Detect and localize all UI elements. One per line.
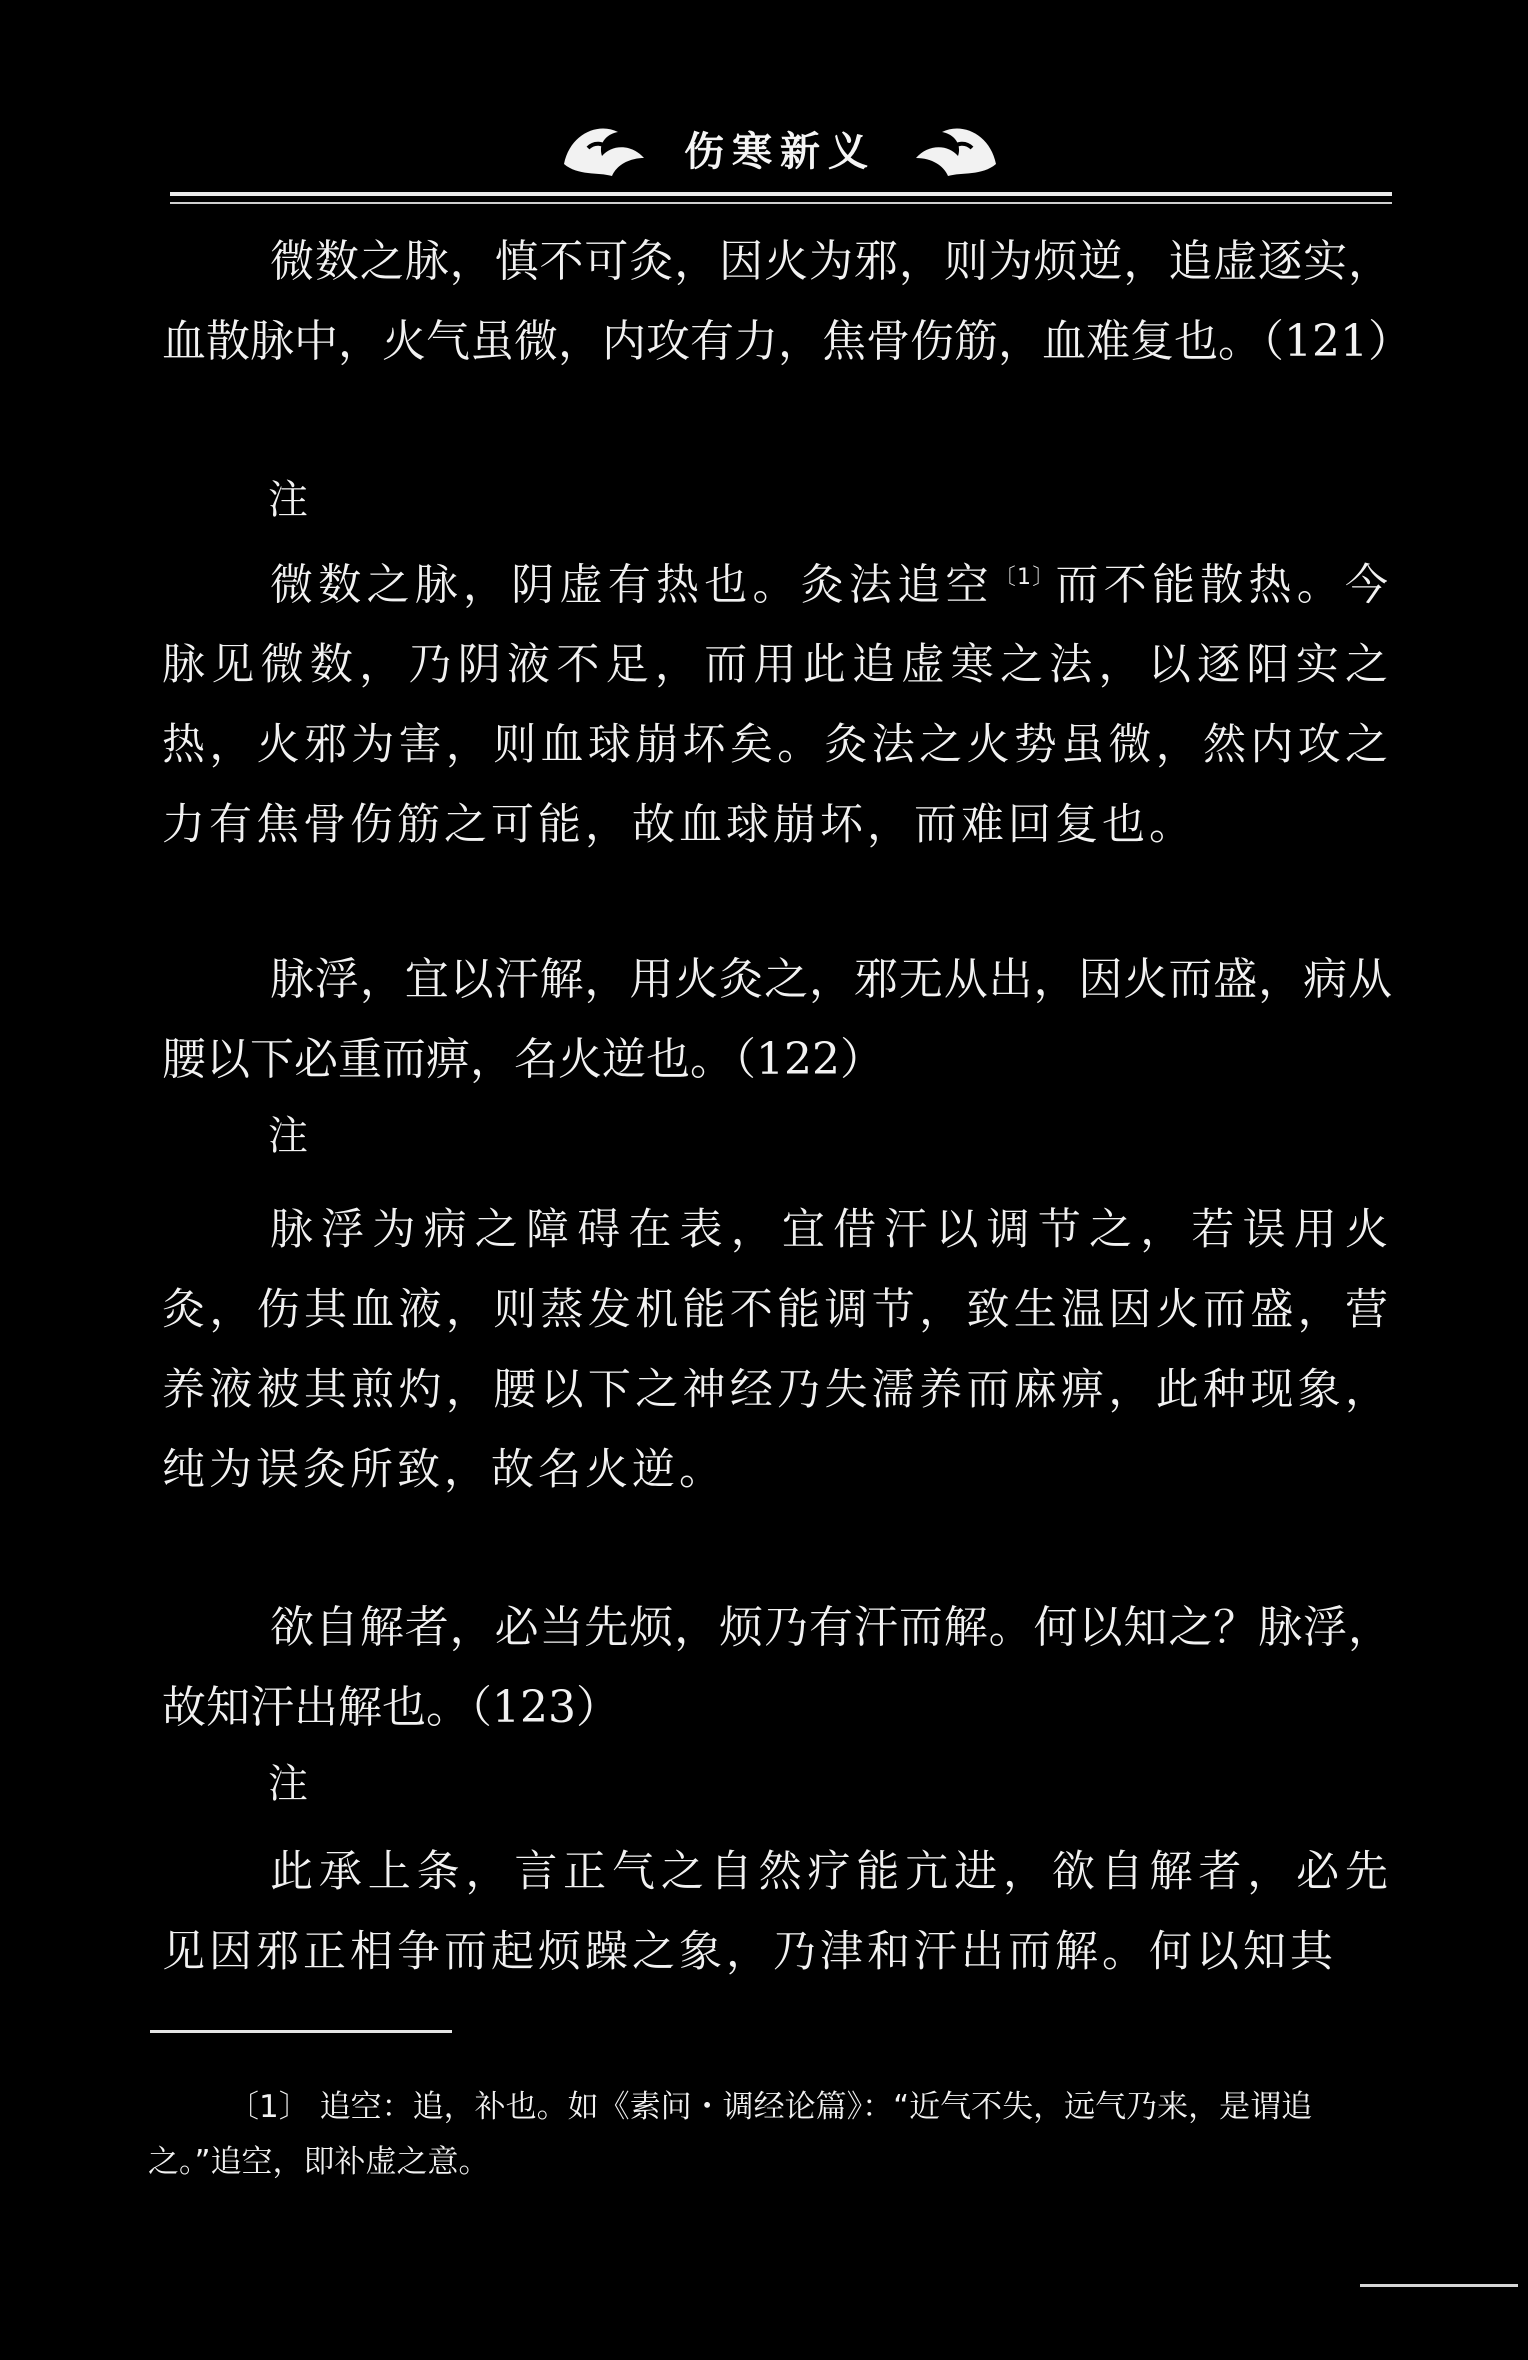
clause-121: 微数之脉，慎不可灸，因火为邪，则为烦逆，追虚逐实，血散脉中，火气虽微，内攻有力，焦骨伤筋，血难复也。（121） <box>162 236 1412 367</box>
note-121: 微数之脉，阴虚有热也。灸法追空$^{〔1〕}$而不能散热。今脉见微数，乃阴液不足，而用此追虚寒之法，以逐阳实之热，火邪为害，则血球崩坏矣。灸法之火势虽微，然内攻之力有焦骨伤筋之可能，故血球崩坏，而难回复也。 <box>162 560 1392 851</box>
note-label-122: 注 <box>268 1113 308 1159</box>
footnote: 〔1〕 追空：追，补也。如《素问・调经论篇》：“近气不失，远气乃来，是谓追之。”追空，即补虚之意。 <box>148 2089 1313 2180</box>
clause-122: 脉浮，宜以汗解，用火灸之，邪无从出，因火而盛，病从腰以下必重而痹，名火逆也。（122） <box>162 954 1392 1085</box>
header-rule <box>170 192 1392 196</box>
clause-123: 欲自解者，必当先烦，烦乃有汗而解。何以知之？脉浮，故知汗出解也。（123） <box>162 1602 1392 1733</box>
footnote-ref[interactable]: 〔1〕 <box>993 565 1056 590</box>
note-122: 脉浮为病之障碍在表，宜借汗以调节之，若误用火灸，伤其血液，则蒸发机能不能调节，致生温因火而盛，营养液被其煎灼，腰以下之神经乃失濡养而麻痹，此种现象，纯为误灸所致，故名火逆。 <box>162 1205 1392 1495</box>
header-rule-thin <box>170 202 1392 204</box>
page-title: 伤寒新义 <box>684 127 876 175</box>
scan-edge-mark <box>1360 2284 1518 2287</box>
note-label-121: 注 <box>268 477 308 523</box>
running-header <box>170 108 1390 188</box>
right-ornament-icon <box>910 114 1002 182</box>
note-123: 此承上条，言正气之自然疗能亢进，欲自解者，必先见因邪正相争而起烦躁之象，乃津和汗出而解。何以知其 <box>162 1847 1392 1977</box>
footnote-rule <box>150 2030 452 2033</box>
left-ornament-icon <box>558 114 650 182</box>
note-label-123: 注 <box>268 1761 308 1807</box>
